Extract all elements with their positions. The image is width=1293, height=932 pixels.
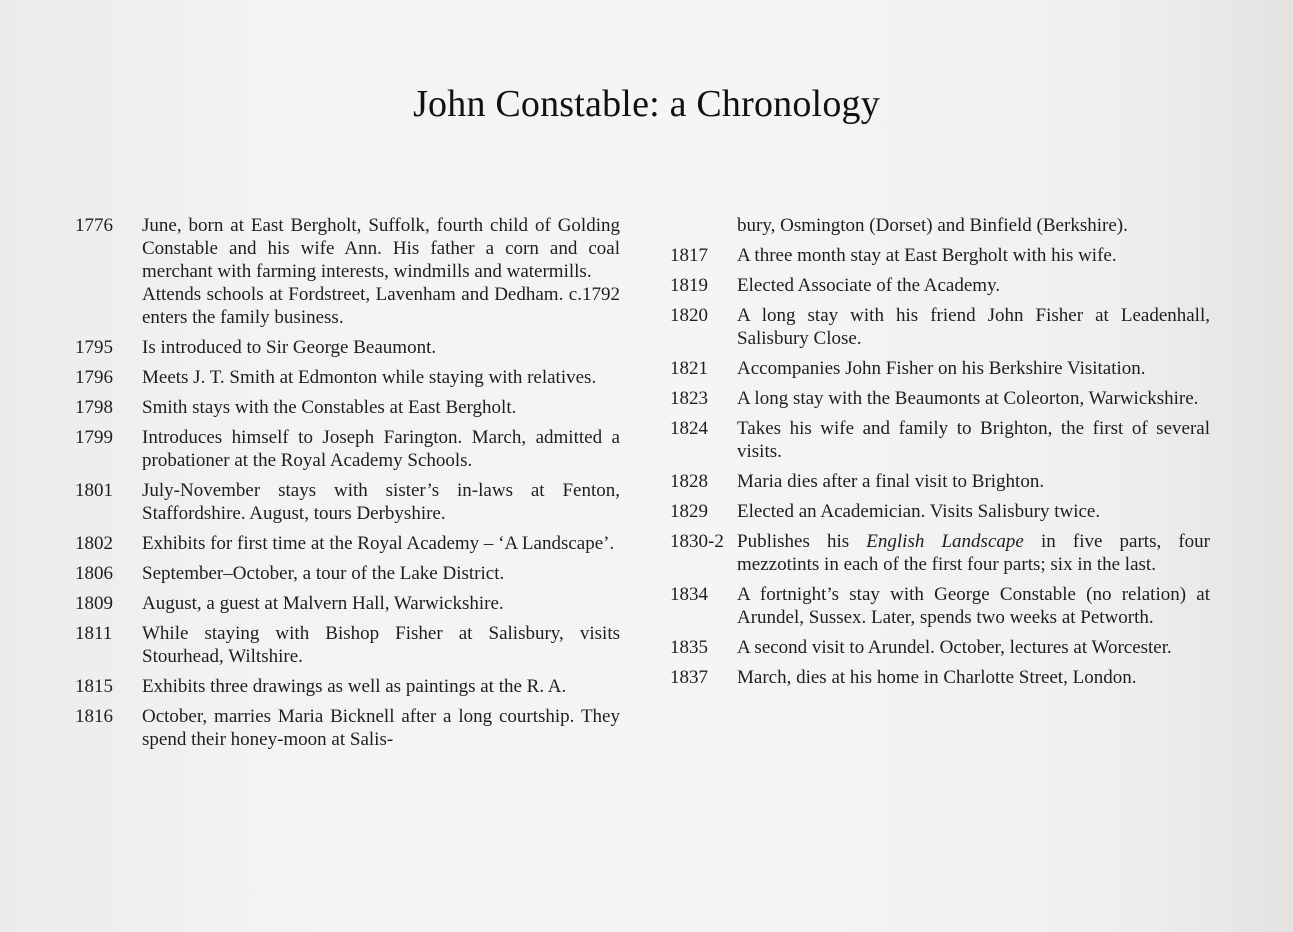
entry-text xyxy=(737,214,1210,237)
entry-year: 1815 xyxy=(75,676,113,697)
entry-year: 1806 xyxy=(75,563,113,584)
chronology-entry xyxy=(670,304,1210,350)
chronology-entry xyxy=(75,562,620,585)
entry-text xyxy=(142,366,620,389)
entry-paragraph: Meets J. T. Smith at Edmonton while staying with relatives. xyxy=(142,367,597,388)
entry-year: 1824 xyxy=(670,418,708,439)
chronology-entry xyxy=(75,675,620,698)
entry-year: 1776 xyxy=(75,215,113,236)
entry-paragraph: A second visit to Arundel. October, lectures at Worcester. xyxy=(737,637,1172,658)
entry-text xyxy=(142,396,620,419)
entry-text xyxy=(737,530,1210,576)
chronology-entry xyxy=(670,417,1210,463)
entry-year: 1828 xyxy=(670,471,708,492)
entry-paragraph: August, a guest at Malvern Hall, Warwickshire. xyxy=(142,593,504,614)
entry-text xyxy=(737,583,1210,629)
entry-text xyxy=(142,426,620,472)
entry-text xyxy=(737,244,1210,267)
entry-year: 1798 xyxy=(75,397,113,418)
entry-year: 1830-2 xyxy=(670,531,724,552)
chronology-right-column xyxy=(670,214,1210,696)
entry-text xyxy=(142,592,620,615)
entry-paragraph: Smith stays with the Constables at East Bergholt. xyxy=(142,397,517,418)
entry-year: 1816 xyxy=(75,706,113,727)
chronology-entry xyxy=(670,666,1210,689)
entry-paragraph: Publishes his English Landscape in five parts, four mezzotints in each of the first four parts; six in the last. xyxy=(737,531,1211,575)
chronology-entry xyxy=(75,705,620,751)
entry-year: 1837 xyxy=(670,667,708,688)
entry-paragraph: July-November stays with sister’s in-laws at Fenton, Staffordshire. August, tours Derbyshire. xyxy=(142,480,620,524)
chronology-entry xyxy=(670,387,1210,410)
entry-paragraph: A long stay with his friend John Fisher at Leadenhall, Salisbury Close. xyxy=(737,305,1210,349)
chronology-entry xyxy=(75,214,620,329)
chronology-entry xyxy=(75,622,620,668)
entry-paragraph: Maria dies after a final visit to Brighton. xyxy=(737,471,1045,492)
entry-text xyxy=(737,357,1210,380)
chronology-entry xyxy=(670,500,1210,523)
entry-year: 1823 xyxy=(670,388,708,409)
entry-paragraph: A long stay with the Beaumonts at Coleorton, Warwickshire. xyxy=(737,388,1199,409)
entry-year: 1801 xyxy=(75,480,113,501)
entry-text xyxy=(737,387,1210,410)
entry-paragraph: A three month stay at East Bergholt with his wife. xyxy=(737,245,1117,266)
entry-text xyxy=(142,622,620,668)
entry-year: 1802 xyxy=(75,533,113,554)
entry-paragraph: While staying with Bishop Fisher at Salisbury, visits Stourhead, Wiltshire. xyxy=(142,623,620,667)
entry-year: 1796 xyxy=(75,367,113,388)
entry-year: 1820 xyxy=(670,305,708,326)
chronology-entry xyxy=(670,357,1210,380)
entry-paragraph: Is introduced to Sir George Beaumont. xyxy=(142,337,437,358)
chronology-entry xyxy=(670,244,1210,267)
entry-text xyxy=(737,304,1210,350)
entry-text xyxy=(142,705,620,751)
entry-paragraph: Elected an Academician. Visits Salisbury twice. xyxy=(737,501,1101,522)
entry-paragraph: June, born at East Bergholt, Suffolk, fourth child of Golding Constable and his wife Ann. His father a corn and coal merchant with farming interests, windmills and watermills. xyxy=(142,215,620,282)
entry-text xyxy=(737,666,1210,689)
entry-paragraph: Introduces himself to Joseph Farington. March, admitted a probationer at the Royal Academy Schools. xyxy=(142,427,620,471)
entry-year: 1834 xyxy=(670,584,708,605)
entry-paragraph: October, marries Maria Bicknell after a long courtship. They spend their honey-moon at Salis- xyxy=(142,706,620,750)
entry-paragraph: Accompanies John Fisher on his Berkshire Visitation. xyxy=(737,358,1146,379)
entry-text xyxy=(142,336,620,359)
chronology-entry xyxy=(670,530,1210,576)
entry-paragraph: Exhibits three drawings as well as paintings at the R. A. xyxy=(142,676,567,697)
entry-year: 1835 xyxy=(670,637,708,658)
entry-text xyxy=(737,470,1210,493)
chronology-entry xyxy=(75,592,620,615)
entry-year: 1821 xyxy=(670,358,708,379)
entry-paragraph: March, dies at his home in Charlotte Street, London. xyxy=(737,667,1137,688)
entry-text xyxy=(737,500,1210,523)
entry-text xyxy=(142,675,620,698)
chronology-entry xyxy=(75,479,620,525)
entry-year xyxy=(670,214,737,237)
chronology-entry xyxy=(75,532,620,555)
entry-text xyxy=(142,479,620,525)
page-title: John Constable: a Chronology xyxy=(413,83,880,125)
entry-year: 1829 xyxy=(670,501,708,522)
entry-text xyxy=(737,417,1210,463)
chronology-entry xyxy=(670,470,1210,493)
chronology-entry xyxy=(670,583,1210,629)
entry-paragraph: September–October, a tour of the Lake District. xyxy=(142,563,505,584)
entry-text xyxy=(142,214,620,329)
entry-text xyxy=(142,532,620,555)
entry-year: 1795 xyxy=(75,337,113,358)
entry-year: 1817 xyxy=(670,245,708,266)
entry-paragraph: Exhibits for first time at the Royal Academy – ‘A Landscape’. xyxy=(142,533,615,554)
entry-paragraph: Elected Associate of the Academy. xyxy=(737,275,1001,296)
entry-paragraph: Attends schools at Fordstreet, Lavenham and Dedham. c.1792 enters the family business. xyxy=(142,284,620,328)
entry-paragraph: Takes his wife and family to Brighton, the first of several visits. xyxy=(737,418,1210,462)
chronology-entry xyxy=(670,636,1210,659)
entry-year: 1809 xyxy=(75,593,113,614)
entry-text xyxy=(737,274,1210,297)
chronology-entry xyxy=(75,426,620,472)
chronology-left-column xyxy=(75,214,620,758)
entry-text xyxy=(737,636,1210,659)
chronology-entry xyxy=(75,396,620,419)
entry-paragraph: A fortnight’s stay with George Constable (no relation) at Arundel, Sussex. Later, spends two weeks at Petworth. xyxy=(737,584,1210,628)
entry-text xyxy=(142,562,620,585)
entry-year: 1811 xyxy=(75,623,113,644)
entry-year: 1799 xyxy=(75,427,113,448)
entry-year: 1819 xyxy=(670,275,708,296)
chronology-entry xyxy=(75,366,620,389)
chronology-entry xyxy=(670,214,1210,237)
chronology-entry xyxy=(670,274,1210,297)
chronology-entry xyxy=(75,336,620,359)
entry-paragraph: bury, Osmington (Dorset) and Binfield (Berkshire). xyxy=(737,215,1128,236)
